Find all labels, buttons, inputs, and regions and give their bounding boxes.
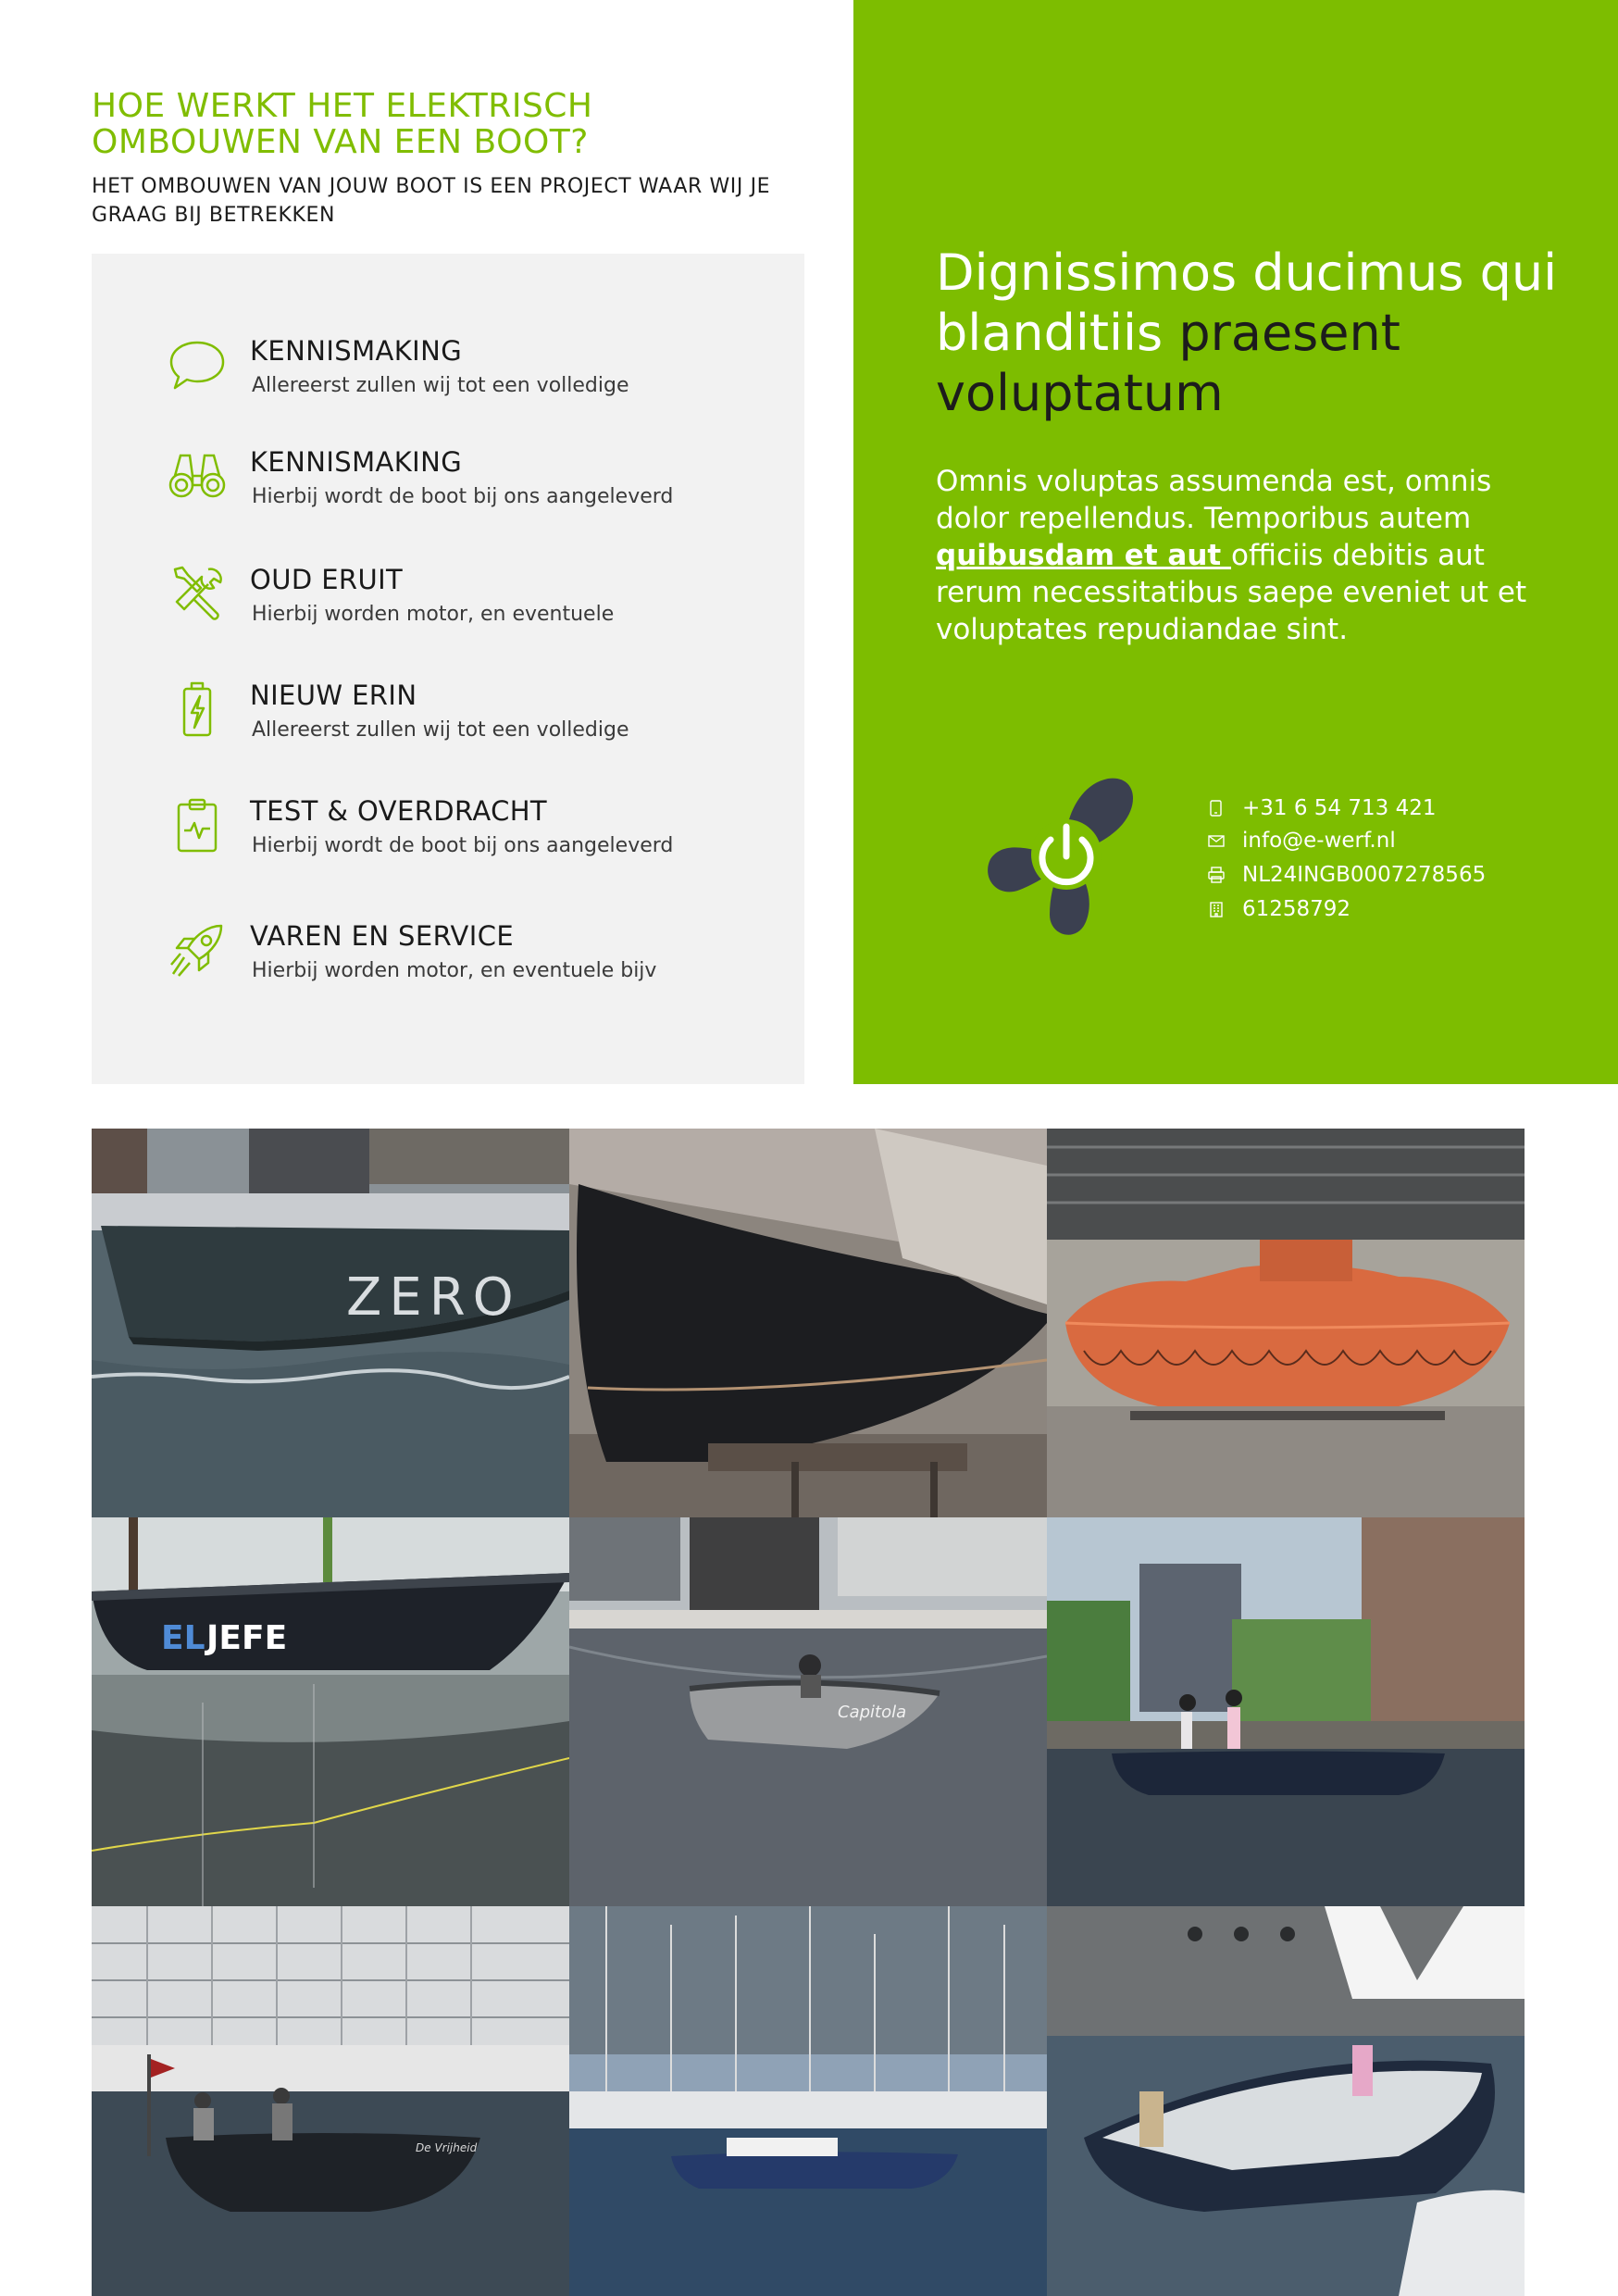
battery-icon: [168, 680, 227, 739]
printer-icon: [1207, 866, 1226, 884]
photo-marina-boat: [569, 1906, 1047, 2296]
step-description: Hierbij wordt de boot bij ons aangeleverd: [252, 834, 674, 857]
boat-name-capitola: Capitola: [838, 1703, 907, 1722]
contact-phone[interactable]: [1207, 794, 1577, 822]
contact-text: 61258792: [1242, 897, 1351, 921]
photo-blue-boat-people: [1047, 1517, 1525, 1906]
step-description: Hierbij wordt de boot bij ons aangeleverd: [252, 485, 674, 508]
panel-body-text: [936, 463, 1547, 648]
boat-name-devrijheid: De Vrijheid: [416, 2141, 478, 2154]
contact-text: NL24INGB0007278565: [1242, 863, 1487, 887]
tools-icon: [168, 564, 227, 623]
step-title: KENNISMAKING: [250, 446, 463, 478]
step-description: Hierbij worden motor, en eventuele bijv: [252, 959, 657, 982]
boat-name-zero: ZERO: [346, 1267, 521, 1328]
photo-capitola-boat: [569, 1517, 1047, 1906]
step-description: Allereerst zullen wij tot een volledige: [252, 374, 629, 397]
clipboard-icon: [168, 795, 227, 855]
boat-name-jefe: JEFE: [206, 1619, 288, 1657]
step-oud-eruit: [92, 564, 804, 656]
boat-name-el: EL: [161, 1619, 205, 1657]
phone-icon: [1207, 799, 1226, 817]
contact-kvk: [1207, 895, 1577, 923]
body-text-start: Omnis voluptas assumenda est, omnis dolor repellendus. Temporibus autem: [936, 465, 1492, 535]
contact-iban: [1207, 861, 1577, 889]
step-title: TEST & OVERDRACHT: [250, 795, 548, 827]
photo-grid: [92, 1129, 1525, 2296]
photo-large-vessel: [1047, 1906, 1525, 2296]
info-panel: [853, 0, 1618, 1084]
body-text-end: officiis debitis aut rerum necessitatibus saepe eveniet ut et voluptates repudiandae sint.: [936, 539, 1527, 646]
mail-icon: [1207, 831, 1226, 850]
panel-headline: [936, 243, 1584, 423]
page-subheading: HET OMBOUWEN VAN JOUW BOOT IS EEN PROJECT WAAR WIJ JE GRAAG BIJ BETREKKEN: [92, 175, 771, 227]
step-kennismaking-2: [92, 446, 804, 539]
step-title: NIEUW ERIN: [250, 680, 417, 711]
step-nieuw-erin: [92, 680, 804, 772]
rocket-icon: [168, 920, 227, 980]
photo-hull-shed: [569, 1129, 1047, 1517]
photo-eljefe-boat: [92, 1517, 569, 1906]
step-description: Allereerst zullen wij tot een volledige: [252, 718, 629, 742]
chat-bubble-icon: [168, 335, 227, 394]
step-title: VAREN EN SERVICE: [250, 920, 515, 952]
step-kennismaking: [92, 335, 804, 428]
step-varen-service: [92, 920, 804, 1013]
photo-zero-boat: [92, 1129, 569, 1517]
building-icon: [1207, 900, 1226, 918]
contact-text: +31 6 54 713 421: [1242, 796, 1437, 820]
page-heading: HOE WERKT HET ELEKTRISCH OMBOUWEN VAN EEN BOOT?: [92, 87, 593, 161]
step-description: Hierbij worden motor, en eventuele: [252, 603, 615, 626]
body-link[interactable]: quibusdam et aut: [936, 539, 1232, 572]
step-test-overdracht: [92, 795, 804, 888]
contact-text: info@e-werf.nl: [1242, 829, 1396, 853]
steps-panel: [92, 254, 804, 1084]
propeller-power-logo: [983, 771, 1150, 938]
headline-light: Dignissimos ducimus qui blanditiis: [936, 243, 1558, 362]
step-title: OUD ERUIT: [250, 564, 404, 595]
contact-email[interactable]: [1207, 827, 1577, 855]
photo-lifeboat: [1047, 1129, 1525, 1517]
photo-devrijheid-boat: [92, 1906, 569, 2296]
headline-dark: praesent voluptatum: [936, 304, 1400, 422]
step-title: KENNISMAKING: [250, 335, 463, 367]
binoculars-icon: [168, 446, 227, 505]
